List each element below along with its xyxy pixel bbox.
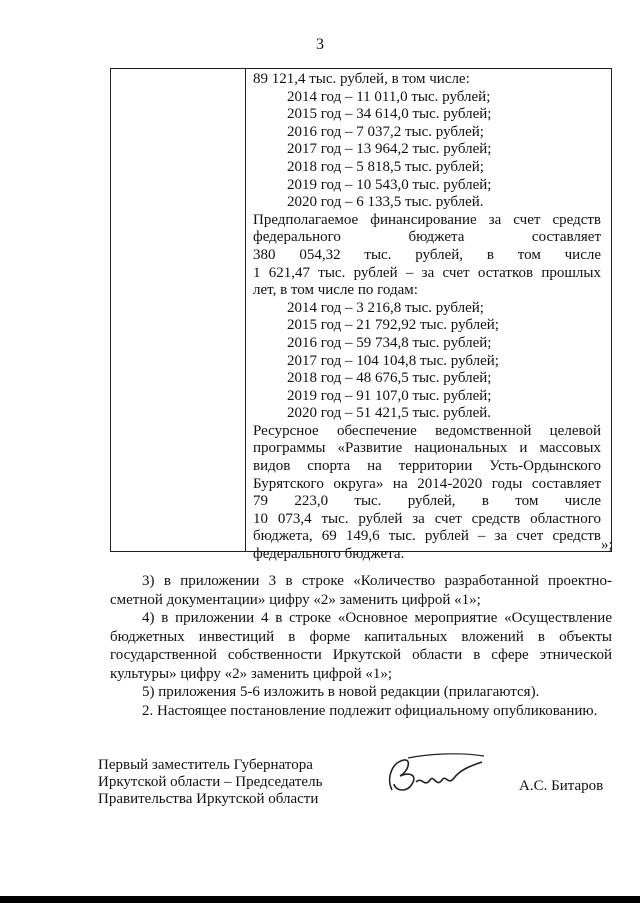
position-line: Правительства Иркутской области xyxy=(98,791,319,807)
federal-text-line: 1 621,47 тыс. рублей – за счет остатков прошлых xyxy=(253,264,601,281)
regional-year-line: 2015 год – 34 614,0 тыс. рублей; xyxy=(287,106,492,123)
resource-text-line: 79 223,0 тыс. рублей, в том числе xyxy=(253,493,601,510)
position-line: Первый заместитель Губернатора xyxy=(98,757,313,773)
paragraph-3-line: сметной документации» цифру «2» заменить цифрой «1»; xyxy=(110,591,481,608)
federal-text-line: 380 054,32 тыс. рублей, в том числе xyxy=(253,246,601,263)
regional-year-line: 2019 год – 10 543,0 тыс. рублей; xyxy=(287,176,492,193)
federal-year-line: 2017 год – 104 104,8 тыс. рублей; xyxy=(287,352,499,369)
federal-year-line: 2018 год – 48 676,5 тыс. рублей; xyxy=(287,370,492,387)
signatory-position xyxy=(98,757,322,808)
resource-text-line: Бурятского округа» на 2014-2020 годы составляет xyxy=(253,475,601,492)
regional-year-line: 2014 год – 11 011,0 тыс. рублей; xyxy=(287,88,491,105)
table-column-divider xyxy=(245,69,246,551)
resource-text-line: Ресурсное обеспечение ведомственной целевой xyxy=(253,422,601,439)
handwritten-signature xyxy=(378,748,488,808)
regional-year-line: 2020 год – 6 133,5 тыс. рублей. xyxy=(287,194,484,211)
federal-year-line: 2020 год – 51 421,5 тыс. рублей. xyxy=(287,405,492,422)
regional-year-line: 2017 год – 13 964,2 тыс. рублей; xyxy=(287,141,492,158)
position-line: Иркутской области – Председатель xyxy=(98,774,323,790)
regional-year-line: 2016 год – 7 037,2 тыс. рублей; xyxy=(287,123,484,140)
federal-text-line: федерального бюджета составляет xyxy=(253,229,601,246)
closing-quote: »; xyxy=(601,537,613,553)
signatory-name: А.С. Битаров xyxy=(519,778,604,794)
resource-text-line: видов спорта на территории Усть-Ордынского xyxy=(253,458,601,475)
scan-edge-bar xyxy=(0,896,640,903)
paragraph-4-line: культуры» цифру «2» заменить цифрой «1»; xyxy=(110,665,393,682)
paragraph-3-line: 3) в приложении 3 в строке «Количество разработанной проектно- xyxy=(142,573,612,589)
regional-year-line: 2018 год – 5 818,5 тыс. рублей; xyxy=(287,158,484,175)
cell-line-total: 89 121,4 тыс. рублей, в том числе: xyxy=(253,71,470,87)
paragraph-5: 5) приложения 5-6 изложить в новой редакции (прилагаются). xyxy=(142,684,540,700)
federal-year-line: 2014 год – 3 216,8 тыс. рублей; xyxy=(287,299,484,316)
resource-text-line: федерального бюджета. xyxy=(253,546,405,563)
federal-year-line: 2015 год – 21 792,92 тыс. рублей; xyxy=(287,317,499,334)
paragraph-4-line: государственной собственности Иркутской области в сфере этнической xyxy=(110,647,612,663)
paragraph-4-line: бюджетных инвестиций в форме капитальных вложений в объекты xyxy=(110,628,612,645)
federal-year-line: 2019 год – 91 107,0 тыс. рублей; xyxy=(287,387,492,404)
funding-cell xyxy=(253,71,601,564)
amendment-paragraphs xyxy=(110,572,612,720)
funding-table xyxy=(110,68,612,563)
federal-text-line: Предполагаемое финансирование за счет средств xyxy=(253,211,601,228)
resource-text-line: 10 073,4 тыс. рублей за счет средств областного xyxy=(253,510,601,527)
resource-text-line: бюджета, 69 149,6 тыс. рублей – за счет средств xyxy=(253,528,601,545)
resource-text-line: программы «Развитие национальных и массовых xyxy=(253,440,601,457)
paragraph-6: 2. Настоящее постановление подлежит официальному опубликованию. xyxy=(142,702,598,719)
federal-year-line: 2016 год – 59 734,8 тыс. рублей; xyxy=(287,334,492,351)
page-number: 3 xyxy=(316,36,324,53)
paragraph-4-line: 4) в приложении 4 в строке «Основное мероприятие «Осуществление xyxy=(142,610,612,626)
federal-text-line: лет, в том числе по годам: xyxy=(253,282,418,299)
